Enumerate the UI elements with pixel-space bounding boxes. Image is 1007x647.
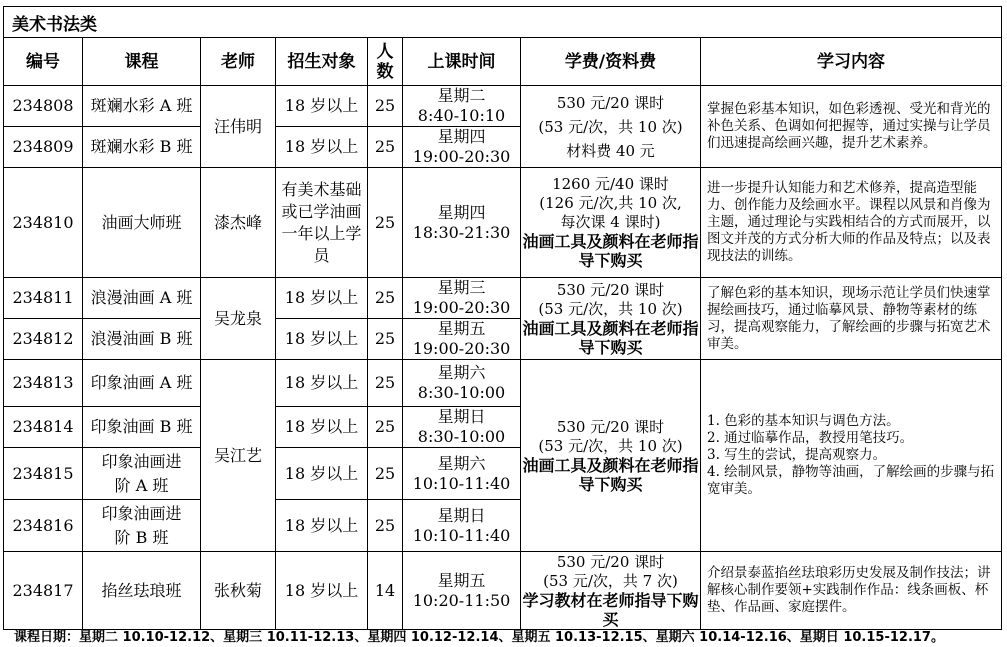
class-hours: 10:10-11:40 xyxy=(412,473,511,493)
class-time xyxy=(403,168,521,278)
fee-line: (53 元/次，共 10 次) xyxy=(538,436,683,455)
target-audience: 18 岁以上 xyxy=(276,360,368,407)
class-day: 星期六 xyxy=(437,363,486,382)
capacity: 25 xyxy=(368,127,403,168)
header-target: 招生对象 xyxy=(276,38,368,86)
teacher-name: 漆杰峰 xyxy=(201,168,276,278)
fee-line: 530 元/20 课时 xyxy=(556,93,665,112)
class-hours: 19:00-20:30 xyxy=(412,147,511,166)
fee-line: (126 元/次,共 10 次, xyxy=(539,194,682,212)
fee-line: 1260 元/40 课时 xyxy=(552,175,669,193)
class-day: 星期四 xyxy=(437,127,486,146)
class-time xyxy=(403,500,521,552)
course-id: 234808 xyxy=(4,86,83,127)
class-time xyxy=(403,319,521,360)
target-audience: 18 岁以上 xyxy=(276,86,368,127)
class-time xyxy=(403,552,521,630)
class-time xyxy=(403,407,521,448)
target-audience: 18 岁以上 xyxy=(276,407,368,448)
course-content xyxy=(701,360,1002,552)
capacity: 25 xyxy=(368,86,403,127)
course-id: 234816 xyxy=(4,500,83,552)
class-hours: 10:10-11:40 xyxy=(412,525,511,545)
header-id: 编号 xyxy=(4,38,83,86)
table-row xyxy=(4,86,1002,127)
content-item: 2. 通过临摹作品，教授用笔技巧。 xyxy=(707,430,914,446)
fee-line: (53 元/次，共 7 次) xyxy=(543,571,678,590)
fee-line: (53 元/次，共 10 次) xyxy=(538,117,683,136)
class-time xyxy=(403,86,521,127)
course-id: 234815 xyxy=(4,448,83,500)
class-day: 星期三 xyxy=(437,278,486,297)
target-audience: 18 岁以上 xyxy=(276,127,368,168)
fee-note: 学习教材在老师指导下购买 xyxy=(522,590,699,629)
course-id: 234812 xyxy=(4,319,83,360)
section-title: 美术书法类 xyxy=(4,7,1002,38)
capacity: 25 xyxy=(368,407,403,448)
target-audience: 18 岁以上 xyxy=(276,319,368,360)
course-id: 234810 xyxy=(4,168,83,278)
target-audience: 18 岁以上 xyxy=(276,278,368,319)
fee-line: 每次课 4 课时) xyxy=(560,213,661,231)
course-content: 掌握色彩基本知识，如色彩透视、受光和背光的补色关系、色调如何把握等，通过实操与让学员们迅速提高绘画兴趣，提升艺术素养。 xyxy=(701,86,1002,168)
teacher-name: 吴江艺 xyxy=(201,360,276,552)
table-row xyxy=(4,552,1002,630)
header-capacity: 人 数 xyxy=(368,38,403,86)
course-name: 印象油画 A 班 xyxy=(83,360,201,407)
class-time xyxy=(403,360,521,407)
course-name: 浪漫油画 A 班 xyxy=(83,278,201,319)
capacity: 14 xyxy=(368,552,403,630)
fee-line: 材料费 40 元 xyxy=(566,141,655,160)
fee-note: 油画工具及颜料在老师指导下购买 xyxy=(522,318,699,357)
header-teacher: 老师 xyxy=(201,38,276,86)
course-content: 介绍景泰蓝掐丝珐琅彩历史发展及制作技法；讲解核心制作要领+实践制作作品：线条画板、杯垫、作品画、家庭摆件。 xyxy=(701,552,1002,630)
table-row xyxy=(4,360,1002,407)
course-id: 234811 xyxy=(4,278,83,319)
header-time: 上课时间 xyxy=(403,38,521,86)
capacity: 25 xyxy=(368,448,403,500)
class-hours: 8:30-10:00 xyxy=(417,427,506,446)
fee-note: 油画工具及颜料在老师指导下购买 xyxy=(522,232,699,270)
fee-info xyxy=(521,278,701,360)
content-item: 4. 绘制风景，静物等油画，了解绘画的步骤与拓宽审美。 xyxy=(707,464,995,497)
class-hours: 10:20-11:50 xyxy=(412,590,511,610)
class-hours: 19:00-20:30 xyxy=(412,298,511,317)
course-id: 234817 xyxy=(4,552,83,630)
class-time xyxy=(403,278,521,319)
class-time xyxy=(403,448,521,500)
table-row xyxy=(4,168,1002,278)
fee-info xyxy=(521,360,701,552)
teacher-name: 汪伟明 xyxy=(201,86,276,168)
header-course: 课程 xyxy=(83,38,201,86)
header-fee: 学费/资料费 xyxy=(521,38,701,86)
capacity: 25 xyxy=(368,319,403,360)
fee-line: 530 元/20 课时 xyxy=(556,280,665,299)
course-name: 掐丝珐琅班 xyxy=(83,552,201,630)
class-day: 星期日 xyxy=(437,505,486,525)
fee-note: 油画工具及颜料在老师指导下购买 xyxy=(522,455,699,494)
target-audience: 18 岁以上 xyxy=(276,448,368,500)
course-name: 斑斓水彩 B 班 xyxy=(83,127,201,168)
target-audience: 18 岁以上 xyxy=(276,500,368,552)
class-hours: 8:30-10:00 xyxy=(417,383,506,402)
class-day: 星期日 xyxy=(437,407,486,426)
course-table xyxy=(3,6,1002,630)
course-name: 印象油画进阶 B 班 xyxy=(83,500,201,552)
capacity: 25 xyxy=(368,360,403,407)
course-table-sheet xyxy=(3,6,1001,630)
course-id: 234809 xyxy=(4,127,83,168)
fee-info xyxy=(521,168,701,278)
target-audience: 有美术基础或已学油画一年以上学员 xyxy=(276,168,368,278)
course-id: 234813 xyxy=(4,360,83,407)
class-day: 星期四 xyxy=(437,202,486,222)
content-item: 3. 写生的尝试，提高观察力。 xyxy=(707,447,887,463)
class-time xyxy=(403,127,521,168)
class-day: 星期六 xyxy=(437,453,486,473)
class-hours: 8:40-10:10 xyxy=(417,106,506,125)
course-name: 油画大师班 xyxy=(83,168,201,278)
class-day: 星期五 xyxy=(437,319,486,338)
content-item: 1. 色彩的基本知识与调色方法。 xyxy=(707,413,900,429)
course-name: 斑斓水彩 A 班 xyxy=(83,86,201,127)
class-day: 星期五 xyxy=(437,570,486,590)
fee-info xyxy=(521,552,701,630)
fee-line: 530 元/20 课时 xyxy=(556,417,665,436)
header-content: 学习内容 xyxy=(701,38,1002,86)
class-hours: 19:00-20:30 xyxy=(412,339,511,358)
course-content: 进一步提升认知能力和艺术修养，提高造型能力、创作能力及绘画水平。课程以风景和肖像为主题，通过理论与实践相结合的方式而展开，以图文并茂的方式分析大师的作品及特点；以及表现技法的训练。 xyxy=(701,168,1002,278)
target-audience: 18 岁以上 xyxy=(276,552,368,630)
capacity: 25 xyxy=(368,278,403,319)
course-id: 234814 xyxy=(4,407,83,448)
capacity: 25 xyxy=(368,500,403,552)
course-name: 印象油画进阶 A 班 xyxy=(83,448,201,500)
class-day: 星期二 xyxy=(437,86,486,105)
fee-line: (53 元/次，共 10 次) xyxy=(538,299,683,318)
fee-line: 530 元/20 课时 xyxy=(556,552,665,571)
fee-info xyxy=(521,86,701,168)
course-content: 了解色彩的基本知识，现场示范让学员们快速掌握绘画技巧，通过临摹风景、静物等素材的练习，提高观察能力，了解绘画的步骤与拓宽艺术审美。 xyxy=(701,278,1002,360)
course-name: 印象油画 B 班 xyxy=(83,407,201,448)
teacher-name: 张秋菊 xyxy=(201,552,276,630)
teacher-name: 吴龙泉 xyxy=(201,278,276,360)
table-row xyxy=(4,278,1002,319)
course-dates-note: 课程日期：星期二 10.10-12.12、星期三 10.11-12.13、星期四 10.12-12.14、星期五 10.13-12.15、星期六 10.14-12.16、星期日 10.15-12.17。 xyxy=(14,630,944,645)
header-row xyxy=(4,38,1002,86)
capacity: 25 xyxy=(368,168,403,278)
course-name: 浪漫油画 B 班 xyxy=(83,319,201,360)
class-hours: 18:30-21:30 xyxy=(412,222,511,242)
